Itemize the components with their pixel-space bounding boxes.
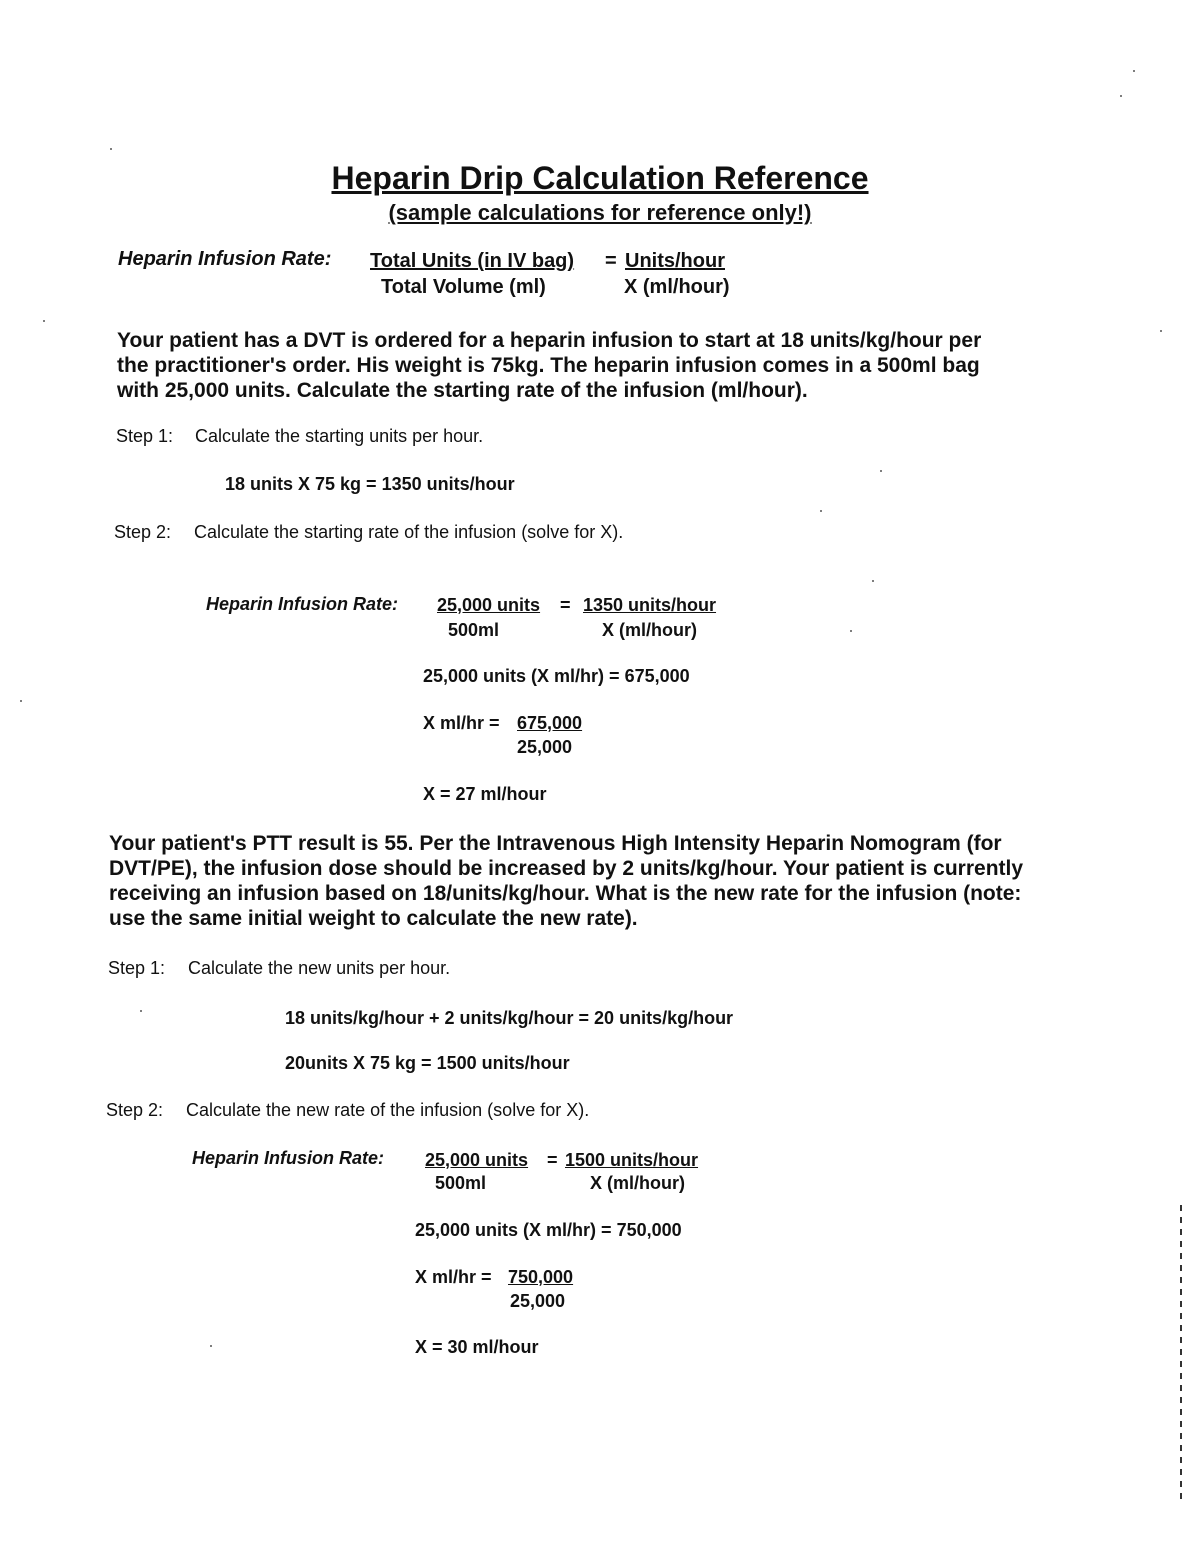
scan-speck	[140, 1010, 142, 1012]
scan-speck	[820, 510, 822, 512]
formula-equals: =	[605, 250, 617, 272]
scenario2-calc-a: 25,000 units (X ml/hr) = 750,000	[415, 1220, 682, 1240]
scan-speck	[210, 1345, 212, 1347]
scenario2-rate-equals: =	[547, 1150, 558, 1170]
scenario1-rate-numerator-left: 25,000 units	[437, 595, 541, 615]
scan-speck	[1160, 330, 1162, 332]
scan-speck	[20, 700, 22, 702]
scenario2-rate-denominator-left: 500ml	[435, 1173, 487, 1193]
scenario1-step1-label: Step 1:	[116, 426, 174, 446]
scenario2-problem: Your patient's PTT result is 55. Per the Intravenous High Intensity Heparin Nomogram (for DVT/PE), the infusion dose should be increased by 2 units/kg/hour. Your patient is currently receiving an infusion based on 18/units/kg/hour. What is the new rate for the infusion (note: use the same initial weight to calculate the new rate).	[109, 832, 1024, 930]
scenario1-rate-denominator-right: X (ml/hour)	[602, 620, 697, 640]
scenario2-rate-numerator-right: 1500 units/hour	[565, 1150, 699, 1170]
scenario2-calc-b-label: X ml/hr =	[415, 1267, 492, 1287]
scan-speck	[1133, 70, 1135, 72]
scenario1-step2-text: Calculate the starting rate of the infusion (solve for X).	[194, 522, 624, 542]
scenario2-step2-label: Step 2:	[106, 1100, 164, 1120]
formula-numerator-right: Units/hour	[625, 250, 725, 272]
scan-speck	[1120, 95, 1122, 97]
scenario1-problem: Your patient has a DVT is ordered for a heparin infusion to start at 18 units/kg/hour per the practitioner's order. His weight is 75kg. The heparin infusion comes in a 500ml bag with 25,000 units. Calculate the starting rate of the infusion (ml/hour).	[117, 329, 982, 402]
page-subtitle: (sample calculations for reference only!)	[388, 200, 812, 225]
page-title: Heparin Drip Calculation Reference	[331, 160, 869, 196]
scenario1-calc-a: 25,000 units (X ml/hr) = 675,000	[423, 666, 690, 686]
scan-speck	[880, 470, 882, 472]
formula-label: Heparin Infusion Rate:	[118, 248, 332, 270]
scan-speck	[850, 630, 852, 632]
scenario2-step1-calc-a: 18 units/kg/hour + 2 units/kg/hour = 20 units/kg/hour	[285, 1008, 734, 1028]
scenario2-calc-b-numerator: 750,000	[508, 1267, 574, 1287]
scenario1-rate-denominator-left: 500ml	[448, 620, 500, 640]
scenario1-rate-numerator-right: 1350 units/hour	[583, 595, 717, 615]
scenario2-rate-numerator-left: 25,000 units	[425, 1150, 529, 1170]
scenario2-step2-text: Calculate the new rate of the infusion (solve for X).	[186, 1100, 590, 1120]
scenario2-result: X = 30 ml/hour	[415, 1337, 539, 1357]
scenario1-step1-text: Calculate the starting units per hour.	[195, 426, 484, 446]
scenario2-rate-denominator-right: X (ml/hour)	[590, 1173, 685, 1193]
scenario1-result: X = 27 ml/hour	[423, 784, 547, 804]
formula-denominator-left: Total Volume (ml)	[381, 276, 546, 298]
scenario1-rate-equals: =	[560, 595, 571, 615]
scenario1-calc-b-numerator: 675,000	[517, 713, 583, 733]
scenario1-calc-b-label: X ml/hr =	[423, 713, 500, 733]
scenario1-step1-calc: 18 units X 75 kg = 1350 units/hour	[225, 474, 515, 494]
scenario1-step2-label: Step 2:	[114, 522, 172, 542]
scan-edge-mark	[1180, 1205, 1182, 1505]
formula-numerator-left: Total Units (in IV bag)	[370, 250, 575, 272]
scan-speck	[43, 320, 45, 322]
scenario2-step1-label: Step 1:	[108, 958, 166, 978]
scenario1-calc-b-denominator: 25,000	[517, 737, 573, 757]
scenario2-step1-text: Calculate the new units per hour.	[188, 958, 451, 978]
scenario2-step1-calc-b: 20units X 75 kg = 1500 units/hour	[285, 1053, 570, 1073]
formula-denominator-right: X (ml/hour)	[624, 276, 730, 298]
scenario2-rate-label: Heparin Infusion Rate:	[192, 1148, 385, 1168]
scan-speck	[872, 580, 874, 582]
scenario1-rate-label: Heparin Infusion Rate:	[206, 594, 399, 614]
scan-speck	[110, 148, 112, 150]
scenario2-calc-b-denominator: 25,000	[510, 1291, 566, 1311]
